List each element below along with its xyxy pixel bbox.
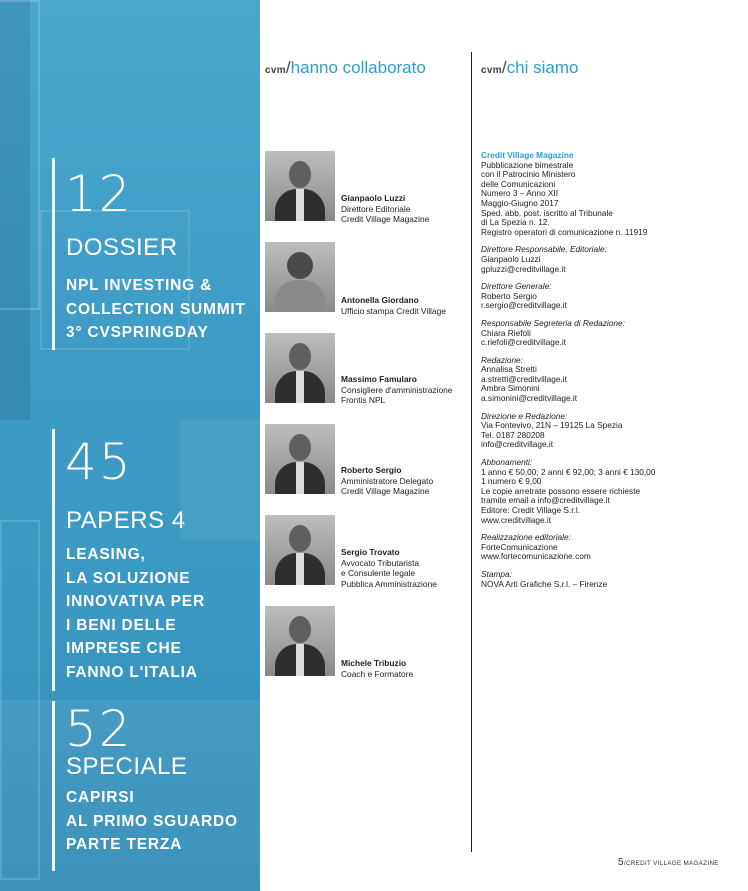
collaborators-heading-title: hanno collaborato xyxy=(290,58,426,77)
masthead-line: Maggio-Giugno 2017 xyxy=(481,197,559,208)
footer-slash: / xyxy=(623,860,626,867)
masthead-block xyxy=(481,319,741,348)
masthead-line: NOVA Arti Grafiche S.r.l. – Firenze xyxy=(481,578,608,589)
masthead-line: Pubblicazione bimestrale xyxy=(481,159,574,170)
window-frame-decoration xyxy=(0,520,40,880)
masthead-line: Tel. 0187 280208 xyxy=(481,429,545,440)
heading-slash: / xyxy=(285,58,291,77)
toc-title-line: FANNO L'ITALIA xyxy=(66,663,198,681)
collaborator-info xyxy=(341,193,429,225)
collaborator-name: Michele Tribuzio xyxy=(341,658,407,668)
toc-title-line: AL PRIMO SGUARDO xyxy=(66,812,238,830)
masthead-website-link[interactable]: www.fortecomunicazione.com xyxy=(481,551,591,562)
page-number: 5 xyxy=(618,857,624,868)
collaborator-card xyxy=(265,424,465,496)
collaborator-photo xyxy=(265,606,335,676)
collaborator-name: Sergio Trovato xyxy=(341,547,400,557)
masthead-label: Realizzazione editoriale: xyxy=(481,532,571,543)
masthead-line: Numero 3 – Anno XII xyxy=(481,188,559,199)
masthead-publication-block xyxy=(481,151,741,237)
collaborator-info xyxy=(341,465,433,497)
toc-title-line: CAPIRSI xyxy=(66,789,135,806)
collaborator-photo xyxy=(265,515,335,585)
masthead-line: Ambra Simonini xyxy=(481,383,540,394)
toc-page-number: 12 xyxy=(65,165,133,223)
collaborator-role: e Consulente legale xyxy=(341,568,416,579)
collaborator-role: Credit Village Magazine xyxy=(341,214,430,225)
toc-section-label: SPECIALE xyxy=(66,753,188,780)
footer-magazine-name: CREDIT VILLAGE MAGAZINE xyxy=(625,860,719,867)
masthead-label: Direttore Responsabile, Editoriale: xyxy=(481,244,607,255)
toc-title-line: I BENI DELLE xyxy=(66,616,177,634)
toc-title-line: NPL INVESTING & xyxy=(66,277,213,294)
masthead-email-link[interactable]: r.sergio@creditvillage.it xyxy=(481,300,567,311)
masthead-label: Responsabile Segreteria di Redazione: xyxy=(481,317,625,328)
masthead-line: Chiara Riefoli xyxy=(481,327,531,338)
toc-section-label: PAPERS 4 xyxy=(66,507,186,534)
masthead-label: Direzione e Redazione: xyxy=(481,410,568,421)
collaborator-role: Frontis NPL xyxy=(341,395,386,406)
toc-article-title xyxy=(66,543,205,684)
collaborator-role: Avvocato Tributarista xyxy=(341,557,420,568)
toc-title-line: LA SOLUZIONE xyxy=(66,569,191,587)
collaborator-name: Roberto Sergio xyxy=(341,465,402,475)
collaborator-info xyxy=(341,295,446,316)
toc-title-line: LEASING, xyxy=(66,546,146,563)
masthead-line: Editore: Credit Village S.r.l. xyxy=(481,505,580,515)
toc-section-label: DOSSIER xyxy=(66,234,178,261)
masthead xyxy=(481,151,741,597)
collaborator-role: Credit Village Magazine xyxy=(341,486,430,497)
masthead-label: Stampa: xyxy=(481,568,512,579)
masthead-block xyxy=(481,282,741,311)
masthead-line: con il Patrocinio Ministero xyxy=(481,169,576,180)
collaborator-card xyxy=(265,606,465,678)
masthead-line: Registro operatori di comunicazione n. 11919 xyxy=(481,226,648,237)
collaborator-role: Amministratore Delegato xyxy=(341,475,434,486)
masthead-email-link[interactable]: info@creditvillage.it xyxy=(481,439,554,450)
masthead-block xyxy=(481,412,741,450)
table-of-contents-panel xyxy=(0,0,260,891)
collaborator-info xyxy=(341,547,437,589)
collaborator-name: Antonella Giordano xyxy=(341,295,419,305)
collaborator-role: Ufficio stampa Credit Village xyxy=(341,305,446,316)
masthead-line: Sped. abb. post. iscritto al Tribunale xyxy=(481,207,613,218)
masthead-line: Via Fontevivo, 21N – 19125 La Spezia xyxy=(481,420,623,431)
column-divider xyxy=(471,52,472,852)
collaborator-photo xyxy=(265,242,335,312)
toc-article-title xyxy=(66,786,238,857)
collaborator-name: Massimo Famularo xyxy=(341,374,417,384)
collaborators-heading xyxy=(265,58,426,78)
background-shade xyxy=(180,420,260,540)
toc-title-line: INNOVATIVA PER xyxy=(66,593,205,610)
masthead-block xyxy=(481,533,741,562)
heading-slash: / xyxy=(501,58,507,77)
masthead-heading xyxy=(481,58,578,78)
masthead-line: 1 numero € 9,00 xyxy=(481,476,542,487)
toc-entry-bar xyxy=(52,429,55,691)
masthead-line: Roberto Sergio xyxy=(481,290,537,301)
masthead-line: Le copie arretrate possono essere richieste xyxy=(481,485,641,496)
collaborator-card xyxy=(265,515,465,595)
masthead-line: ForteComunicazione xyxy=(481,541,558,552)
toc-title-line: PARTE TERZA xyxy=(66,836,183,853)
collaborator-role: Consigliere d'amministrazione xyxy=(341,384,453,395)
collaborator-card xyxy=(265,333,465,405)
masthead-block xyxy=(481,458,741,525)
page-footer xyxy=(618,857,719,868)
masthead-label: Redazione: xyxy=(481,354,523,365)
masthead-label: Abbonamenti: xyxy=(481,457,533,468)
masthead-line: Annalisa Stretti xyxy=(481,364,537,375)
masthead-email-link[interactable]: a.stretti@creditvillage.it xyxy=(481,373,567,384)
collaborator-name: Gianpaolo Luzzi xyxy=(341,193,406,203)
masthead-email-link[interactable]: a.simonini@creditvillage.it xyxy=(481,393,578,404)
toc-title-line: IMPRESE CHE xyxy=(66,640,182,657)
toc-entry-bar xyxy=(52,158,55,350)
cvm-brand-mark: cvm xyxy=(481,65,502,76)
toc-page-number: 52 xyxy=(65,700,133,758)
window-frame-decoration xyxy=(0,0,40,310)
toc-title-line: COLLECTION SUMMIT xyxy=(66,300,246,318)
collaborator-photo xyxy=(265,424,335,494)
collaborator-role: Coach e Formatore xyxy=(341,668,414,679)
masthead-line: Gianpaolo Luzzi xyxy=(481,253,541,264)
collaborator-card xyxy=(265,242,465,314)
masthead-block xyxy=(481,570,741,589)
toc-page-number: 45 xyxy=(65,433,133,491)
masthead-line: tramite email a info@creditvillage.it xyxy=(481,495,610,506)
masthead-line: 1 anno € 50,00; 2 anni € 92,00; 3 anni € 130,00 xyxy=(481,466,656,477)
publication-name: Credit Village Magazine xyxy=(481,150,574,160)
collaborator-role: Pubblica Amministrazione xyxy=(341,578,437,589)
masthead-line: di La Spezia n. 12. xyxy=(481,217,550,228)
collaborator-photo xyxy=(265,151,335,221)
collaborator-info xyxy=(341,374,452,406)
toc-title-line: 3° CVSPRINGDAY xyxy=(66,324,209,341)
masthead-website-link[interactable]: www.creditvillage.it xyxy=(481,514,552,525)
masthead-email-link[interactable]: gpluzzi@creditvillage.it xyxy=(481,263,566,274)
masthead-email-link[interactable]: c.riefoli@creditvillage.it xyxy=(481,337,566,348)
collaborator-card xyxy=(265,151,465,223)
cvm-brand-mark: cvm xyxy=(265,65,286,76)
masthead-label: Direttore Generale: xyxy=(481,281,552,292)
collaborator-role: Direttore Editoriale xyxy=(341,203,411,214)
masthead-block xyxy=(481,245,741,274)
masthead-line: delle Comunicazioni xyxy=(481,178,556,189)
masthead-block xyxy=(481,356,741,404)
toc-article-title xyxy=(66,274,246,345)
masthead-heading-title: chi siamo xyxy=(506,58,579,77)
collaborator-info xyxy=(341,658,413,679)
collaborator-photo xyxy=(265,333,335,403)
toc-entry-bar xyxy=(52,701,55,871)
